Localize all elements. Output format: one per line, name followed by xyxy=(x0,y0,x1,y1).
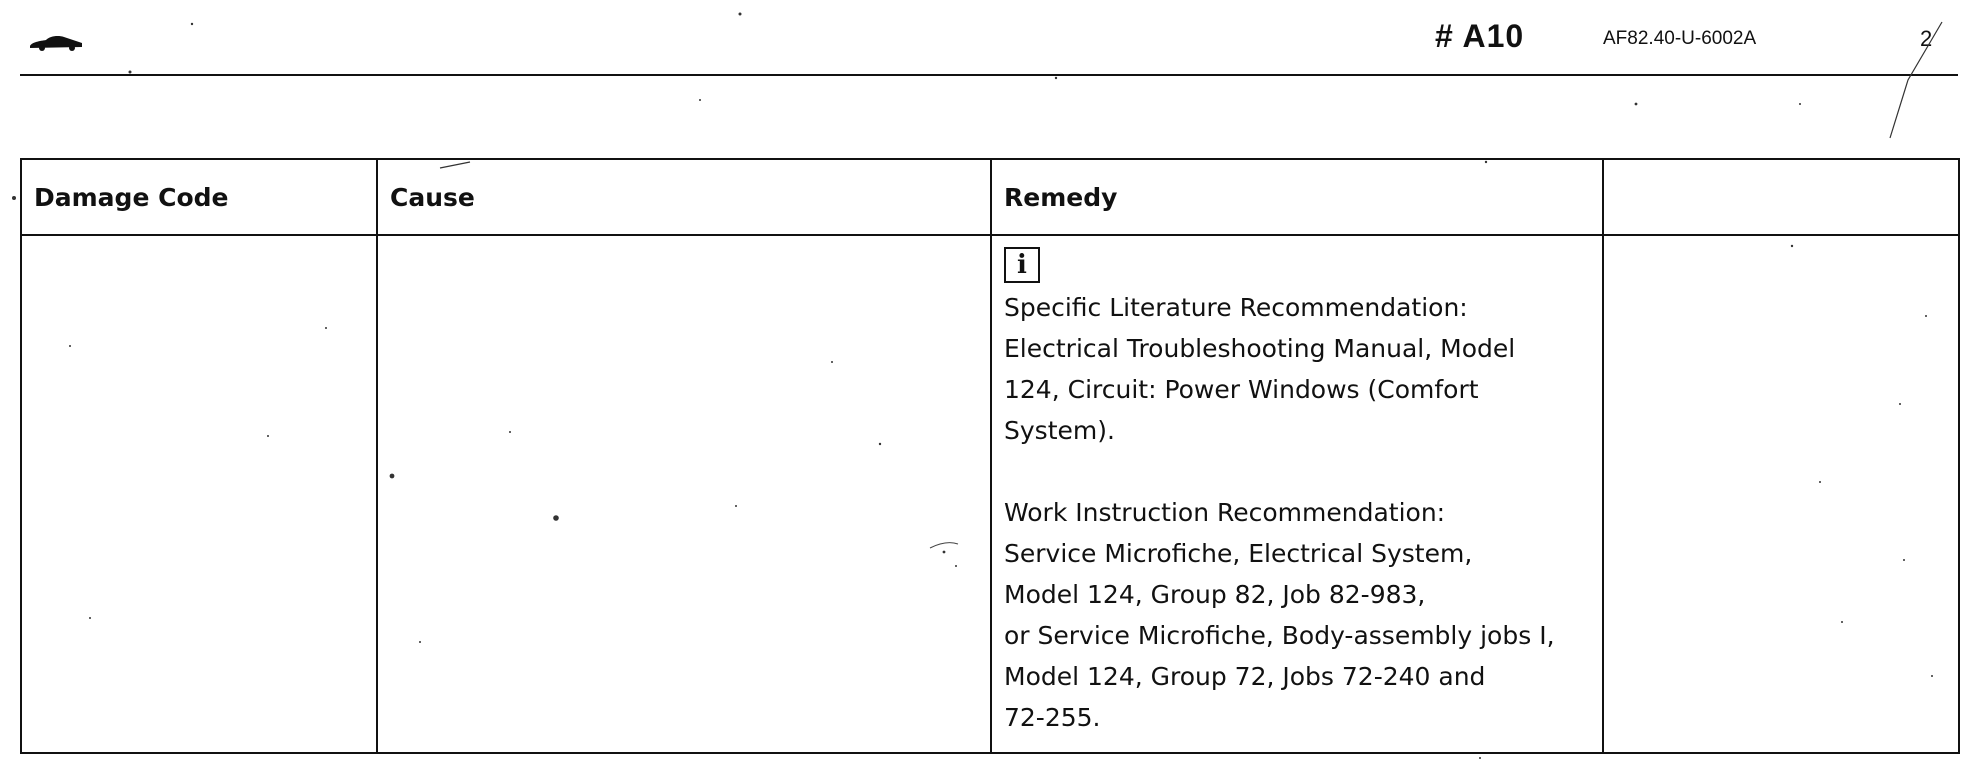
literature-line: 124, Circuit: Power Windows (Comfort xyxy=(1004,375,1479,404)
extra-cell xyxy=(1603,235,1959,753)
header-rule xyxy=(20,74,1958,76)
document-number: AF82.40-U-6002A xyxy=(1603,28,1757,49)
table-header-row xyxy=(21,159,1959,235)
document-code: # A10 xyxy=(1435,18,1525,54)
header-extra xyxy=(1603,159,1959,235)
page-number: 2 xyxy=(1920,26,1933,51)
work-instruction-line: or Service Microfiche, Body-assembly jobs I, xyxy=(1004,621,1555,650)
work-instruction-line: 72-255. xyxy=(1004,703,1101,732)
work-instruction-line: Work Instruction Recommendation: xyxy=(1004,498,1446,527)
literature-line: System). xyxy=(1004,416,1115,445)
cause-cell xyxy=(377,235,991,753)
info-icon: i xyxy=(1004,247,1040,283)
remedy-cell xyxy=(991,235,1603,753)
work-instruction-line: Model 124, Group 72, Jobs 72-240 and xyxy=(1004,662,1486,691)
work-instruction-line: Service Microfiche, Electrical System, xyxy=(1004,539,1473,568)
header-cause: Cause xyxy=(377,159,991,235)
literature-line: Specific Literature Recommendation: xyxy=(1004,293,1468,322)
header-damage-code: Damage Code xyxy=(21,159,377,235)
damage-code-cell xyxy=(21,235,377,753)
table-row xyxy=(21,235,1959,753)
damage-table xyxy=(20,158,1960,754)
pen-mark xyxy=(1880,20,1950,140)
header-remedy: Remedy xyxy=(991,159,1603,235)
literature-line: Electrical Troubleshooting Manual, Model xyxy=(1004,334,1516,363)
car-icon xyxy=(28,34,84,52)
paragraph-spacer xyxy=(1004,451,1590,492)
work-instruction-line: Model 124, Group 82, Job 82-983, xyxy=(1004,580,1426,609)
